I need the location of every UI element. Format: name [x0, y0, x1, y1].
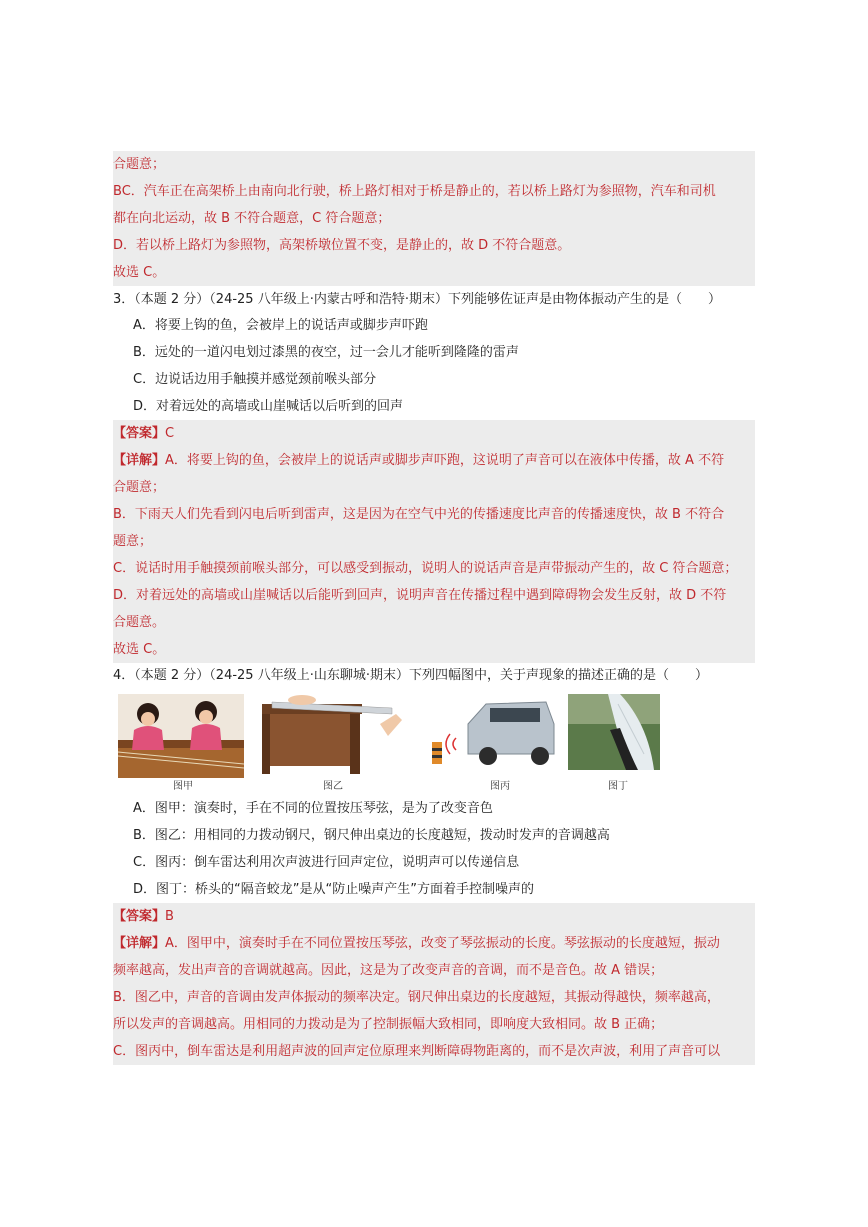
q4-option-b: B．图乙：用相同的力拨动钢尺，钢尺伸出桌边的长度越短，拨动时发声的音调越高 [133, 828, 610, 843]
q4-option-c: C．图丙：倒车雷达利用次声波进行回声定位，说明声可以传递信息 [133, 855, 520, 870]
q3-option-a: A．将要上钩的鱼，会被岸上的说话声或脚步声吓跑 [133, 318, 428, 333]
figure-jia-guzheng [118, 694, 244, 778]
q3-detail-line-1 [113, 447, 755, 474]
q2-detail-line-1: 合题意； [113, 151, 755, 178]
figure-yi-ruler [262, 694, 408, 774]
q2-detail-line-2: BC．汽车正在高架桥上由南向北行驶，桥上路灯相对于桥是静止的，若以桥上路灯为参照物，汽车和司机 [113, 178, 755, 205]
q3-stem: 3．（本题 2 分）（24-25 八年级上·内蒙古呼和浩特·期末）下列能够佐证声是由物体振动产生的是（ ） [113, 292, 721, 307]
figure-caption-jia: 图甲 [173, 781, 193, 792]
q3-detail-line-4: 题意； [113, 528, 755, 555]
q4-stem: 4．（本题 2 分）（24-25 八年级上·山东聊城·期末）下列四幅图中，关于声现象的描述正确的是（ ） [113, 668, 708, 683]
q4-option-a: A．图甲：演奏时，手在不同的位置按压琴弦，是为了改变音色 [133, 801, 493, 816]
q4-detail-line-4: 所以发声的音调越高。用相同的力拨动是为了控制振幅大致相同，即响度大致相同。故 B 正确； [113, 1011, 755, 1038]
q4-answer [113, 903, 755, 930]
q2-detail-line-3: 都在向北运动，故 B 不符合题意，C 符合题意； [113, 205, 755, 232]
q2-detail-line-4: D．若以桥上路灯为参照物，高架桥墩位置不变，是静止的，故 D 不符合题意。 [113, 232, 755, 259]
q4-detail-line-2: 频率越高，发出声音的音调就越高。因此，这是为了改变声音的音调，而不是音色。故 A 错误； [113, 957, 755, 984]
q3-answer [113, 420, 755, 447]
detail-text: A．图甲中，演奏时手在不同位置按压琴弦，改变了琴弦振动的长度。琴弦振动的长度越短，振动 [165, 936, 720, 951]
q3-detail-line-8: 故选 C。 [113, 636, 755, 663]
q4-option-d: D．图丁：桥头的“隔音蛟龙”是从“防止噪声产生”方面着手控制噪声的 [133, 882, 534, 897]
q4-detail-line-1 [113, 930, 755, 957]
q3-detail-line-5: C．说话时用手触摸颈前喉头部分，可以感受到振动，说明人的说话声音是声带振动产生的，故 C 符合题意； [113, 555, 755, 582]
figure-caption-yi: 图乙 [323, 781, 343, 792]
q3-detail-line-2: 合题意； [113, 474, 755, 501]
q3-detail-line-3: B．下雨天人们先看到闪电后听到雷声，这是因为在空气中光的传播速度比声音的传播速度快，故 B 不符合 [113, 501, 755, 528]
answer-value: B [165, 909, 174, 924]
q3-option-c: C．边说话边用手触摸并感觉颈前喉头部分 [133, 372, 377, 387]
figure-ding-sound-barrier [568, 694, 660, 770]
detail-text: A．将要上钩的鱼，会被岸上的说话声或脚步声吓跑，这说明了声音可以在液体中传播，故 A 不符 [165, 453, 725, 468]
figure-bing-car [428, 694, 556, 772]
answer-value: C [165, 426, 175, 441]
answer-tag: 【答案】 [113, 426, 166, 441]
detail-tag: 【详解】 [113, 936, 166, 951]
q2-detail-line-5: 故选 C。 [113, 259, 755, 286]
q3-detail-line-7: 合题意。 [113, 609, 755, 636]
figure-caption-bing: 图丙 [490, 781, 510, 792]
q3-detail-line-6: D．对着远处的高墙或山崖喊话以后能听到回声，说明声音在传播过程中遇到障碍物会发生反射，故 D 不符 [113, 582, 755, 609]
detail-tag: 【详解】 [113, 453, 166, 468]
figure-caption-ding: 图丁 [608, 781, 628, 792]
q3-option-d: D．对着远处的高墙或山崖喊话以后听到的回声 [133, 399, 404, 414]
answer-tag: 【答案】 [113, 909, 166, 924]
q3-option-b: B．远处的一道闪电划过漆黑的夜空，过一会儿才能听到隆隆的雷声 [133, 345, 519, 360]
q4-detail-line-3: B．图乙中，声音的音调由发声体振动的频率决定。钢尺伸出桌边的长度越短，其振动得越快，频率越高， [113, 984, 755, 1011]
q4-detail-line-5: C．图丙中，倒车雷达是利用超声波的回声定位原理来判断障碍物距离的，而不是次声波，利用了声音可以 [113, 1038, 755, 1065]
